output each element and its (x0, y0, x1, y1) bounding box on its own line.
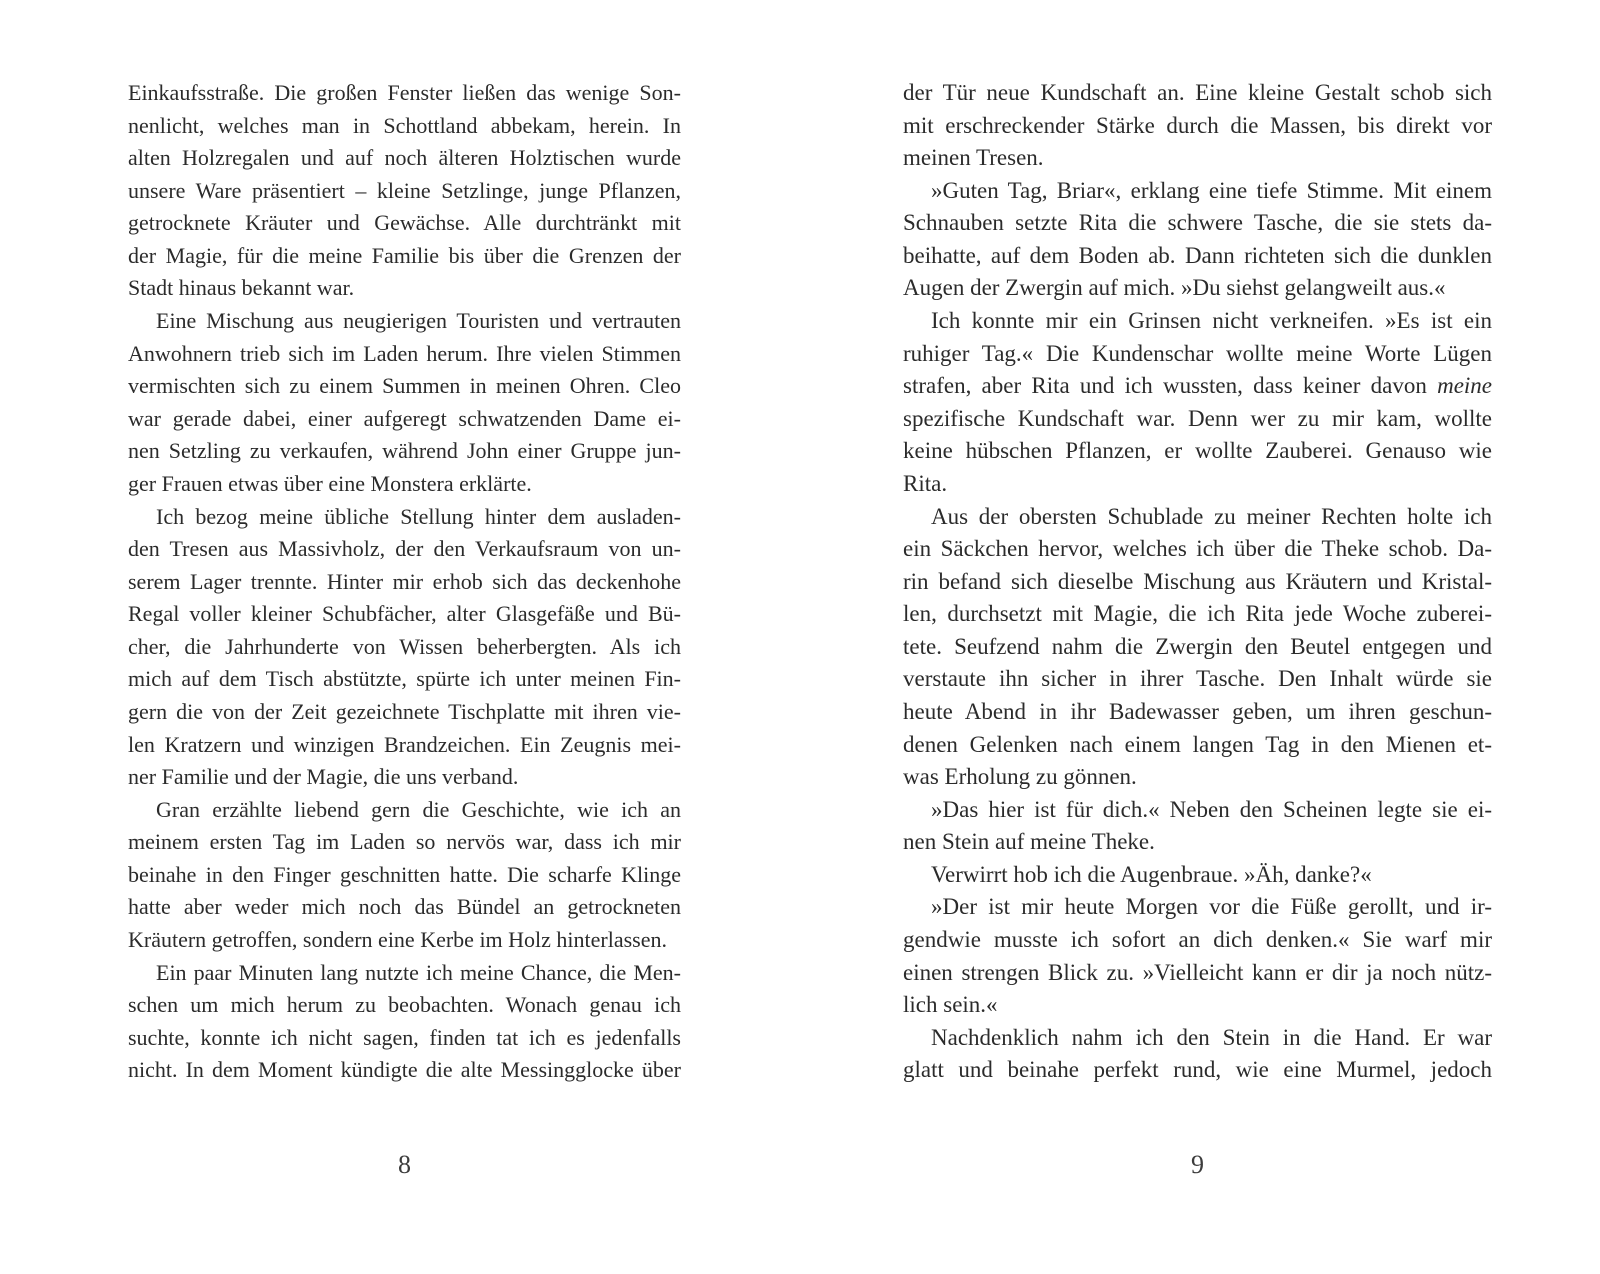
text-line: Kräutern getroffen, sondern eine Kerbe im Holz hinterlassen. (128, 927, 668, 953)
text-line: lich sein.« (903, 992, 998, 1018)
text-line: Verwirrt hob ich die Augenbraue. »Äh, danke?« (931, 861, 1372, 887)
paragraph (903, 77, 1492, 175)
text-line: den Tresen aus Massivholz, der den Verkaufsraum von un- (128, 536, 681, 562)
text-line: beihatte, auf dem Boden ab. Dann richteten sich die dunklen (903, 242, 1492, 268)
text-line: spezifische Kundschaft war. Denn wer zu mir kam, wollte (903, 405, 1492, 431)
paragraph (903, 501, 1492, 794)
paragraph (128, 501, 681, 794)
text-line: »Das hier ist für dich.« Neben den Scheinen legte sie ei- (931, 796, 1492, 822)
text-line: keine hübschen Pflanzen, er wollte Zauberei. Genauso wie (903, 438, 1492, 464)
paragraph (128, 957, 681, 1087)
text-line: nenlicht, welches man in Schottland abbekam, herein. In (128, 112, 681, 138)
text-line: Augen der Zwergin auf mich. »Du siehst gelangweilt aus.« (903, 275, 1446, 301)
text-segment: strafen, aber Rita und ich wussten, dass keiner davon (903, 373, 1427, 399)
paragraph (128, 794, 681, 957)
text-line: der Tür neue Kundschaft an. Eine kleine Gestalt schob sich (903, 80, 1492, 105)
text-line: vermischten sich zu einem Summen in meinen Ohren. Cleo (128, 373, 681, 399)
page-number-left: 8 (398, 1150, 411, 1179)
text-line: cher, die Jahrhunderte von Wissen beherbergten. Als ich (128, 633, 681, 659)
text-line: Einkaufsstraße. Die großen Fenster ließen das wenige Son- (128, 80, 681, 105)
text-line: nicht. In dem Moment kündigte die alte Messingglocke über (128, 1057, 681, 1083)
text-line: tete. Seufzend nahm die Zwergin den Beutel entgegen und (903, 633, 1492, 659)
text-line: meinem ersten Tag im Laden so nervös war, dass ich mir (128, 829, 681, 855)
text-line: gendwie musste ich sofort an dich denken.« Sie warf mir (903, 927, 1492, 953)
text-line: »Der ist mir heute Morgen vor die Füße gerollt, und ir- (931, 894, 1492, 920)
text-line: nen Setzling zu verkaufen, während John einer Gruppe jun- (128, 438, 681, 464)
paragraph (903, 305, 1492, 500)
text-line: ruhiger Tag.« Die Kundenschar wollte meine Worte Lügen (903, 340, 1492, 366)
text-line: Stadt hinaus bekannt war. (128, 275, 355, 301)
text-line: alten Holzregalen und auf noch älteren Holztischen wurde (128, 145, 681, 171)
text-line: glatt und beinahe perfekt rund, wie eine Murmel, jedoch (903, 1057, 1492, 1083)
text-line: len, durchsetzt mit Magie, die ich Rita jede Woche zuberei- (903, 601, 1492, 627)
text-line: heute Abend in ihr Badewasser geben, um ihren geschun- (903, 698, 1492, 724)
text-line: ner Familie und der Magie, die uns verband. (128, 764, 519, 790)
paragraph (903, 859, 1492, 892)
text-line: serem Lager trennte. Hinter mir erhob sich das deckenhohe (128, 568, 681, 594)
paragraph (903, 175, 1492, 305)
text-line: einen strengen Blick zu. »Vielleicht kann er dir ja noch nütz- (903, 959, 1492, 985)
text-line: ein Säckchen hervor, welches ich über die Theke schob. Da- (903, 536, 1492, 562)
text-line: verstaute ihn sicher in ihrer Tasche. Den Inhalt würde sie (903, 666, 1492, 692)
text-line: Ich konnte mir ein Grinsen nicht verkneifen. »Es ist ein (931, 308, 1492, 334)
text-line: Ein paar Minuten lang nutzte ich meine Chance, die Men- (156, 959, 681, 985)
text-line: rin befand sich dieselbe Mischung aus Kräutern und Kristal- (903, 568, 1492, 594)
text-line: »Guten Tag, Briar«, erklang eine tiefe Stimme. Mit einem (931, 177, 1492, 203)
text-line: meinen Tresen. (903, 145, 1044, 171)
text-line: gern die von der Zeit gezeichnete Tischplatte mit ihren vie- (128, 698, 681, 724)
paragraph (903, 891, 1492, 1021)
text-line: Nachdenklich nahm ich den Stein in die Hand. Er war (931, 1024, 1492, 1050)
text-line: len Kratzern und winzigen Brandzeichen. Ein Zeugnis mei- (128, 731, 681, 757)
paragraph (128, 305, 681, 500)
page-right-text-column (903, 77, 1492, 1087)
text-line: unsere Ware präsentiert – kleine Setzlinge, junge Pflanzen, (128, 177, 681, 203)
text-line: Gran erzählte liebend gern die Geschichte, wie ich an (156, 796, 681, 822)
page-left-text-column (128, 77, 681, 1087)
paragraph (903, 1022, 1492, 1087)
paragraph (128, 77, 681, 305)
text-line: war gerade dabei, einer aufgeregt schwatzenden Dame ei- (128, 405, 681, 431)
text-line: ger Frauen etwas über eine Monstera erklärte. (128, 470, 532, 496)
text-line: Schnauben setzte Rita die schwere Tasche, die sie stets da- (903, 210, 1492, 236)
text-line: nen Stein auf meine Theke. (903, 829, 1155, 855)
page-number-right: 9 (1191, 1150, 1204, 1179)
text-line: denen Gelenken nach einem langen Tag in den Mienen et- (903, 731, 1492, 757)
text-line: schen um mich herum zu beobachten. Wonach genau ich (128, 992, 681, 1018)
text-line: Ich bezog meine übliche Stellung hinter dem ausladen- (156, 503, 681, 529)
text-line: was Erholung zu gönnen. (903, 764, 1137, 790)
text-line: Regal voller kleiner Schubfächer, alter Glasgefäße und Bü- (128, 601, 681, 627)
text-line: beinahe in den Finger geschnitten hatte. Die scharfe Klinge (128, 861, 681, 887)
text-line: der Magie, für die meine Familie bis über die Grenzen der (128, 242, 681, 268)
text-line: getrocknete Kräuter und Gewächse. Alle durchtränkt mit (128, 210, 681, 236)
paragraph (903, 794, 1492, 859)
italic-text-segment: meine (1437, 373, 1492, 399)
text-line: suchte, konnte ich nicht sagen, finden tat ich es jedenfalls (128, 1024, 681, 1050)
text-line: Eine Mischung aus neugierigen Touristen und vertrauten (156, 308, 681, 334)
text-line (903, 370, 1492, 403)
text-line: mit erschreckender Stärke durch die Massen, bis direkt vor (903, 112, 1492, 138)
text-line: Anwohnern trieb sich im Laden herum. Ihre vielen Stimmen (128, 340, 681, 366)
text-line: hatte aber weder mich noch das Bündel an getrockneten (128, 894, 681, 920)
text-line: Aus der obersten Schublade zu meiner Rechten holte ich (931, 503, 1492, 529)
text-line: Rita. (903, 470, 948, 496)
text-line: mich auf dem Tisch abstützte, spürte ich unter meinen Fin- (128, 666, 681, 692)
